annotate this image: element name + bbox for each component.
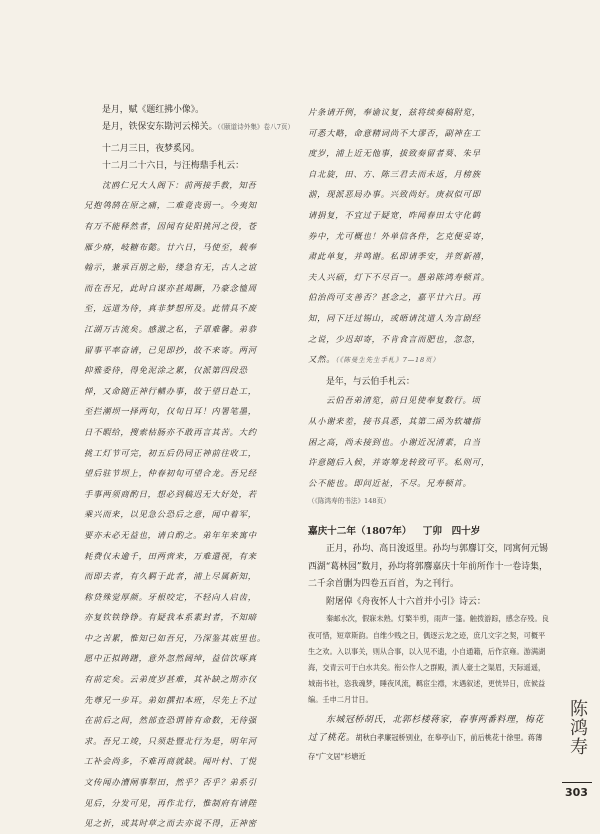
letter-line: 自北旋，田、方、陈三君去而未返，月榜族 — [308, 168, 481, 179]
letter-line: 先尊兄一步耳。弟如撰扣本班，尽先上不过 — [84, 694, 257, 705]
letter-line — [308, 349, 550, 371]
source-citation: （《陈鸿寿的书法》148页） — [308, 497, 390, 506]
letter-line: 望后驻节坝上，仲春初旬可望合龙。吾兄经 — [84, 468, 257, 479]
letter-line: 公不能也。即问近祉，不尽。兄寿顿首。 — [308, 477, 472, 488]
letter-line: 可悉大略，命意精词尚不大谬否，副神在工 — [308, 127, 481, 138]
left-column — [84, 0, 298, 834]
intro-line-1: 是月，赋《题红拂小像》。 — [102, 105, 205, 115]
page-rule — [562, 782, 592, 783]
page-number: 303 — [565, 786, 588, 799]
letter-continuation — [308, 102, 550, 371]
source-citation: （《陈曼生先生手札》7—18页） — [335, 356, 440, 365]
letter-line: 夫人兴硕，灯下不尽百一。愚弟陈鸿寿顿首。 — [308, 271, 490, 282]
letter-block — [84, 175, 298, 834]
section-ganzhi: 丁卯 四十岁 — [422, 526, 481, 538]
letter-2-block — [308, 390, 550, 493]
seal-logo: 陈鸿寿 — [570, 699, 588, 758]
letter-line: 困之高，尚未接到也。小谢近况清素，自当 — [308, 436, 481, 447]
letter-line: 手事两须商酌日，想必到稿迟无大好处，若 — [84, 488, 257, 499]
letter-line: 求。吾兄工竣，只须赴暨北行为是，明年河 — [84, 735, 257, 746]
letter-line: 翰示，兼承百朋之贻，缕急有无，古人之谊 — [84, 262, 257, 273]
year-end-line: 是年，与云伯手札云： — [326, 376, 415, 387]
letter-line: 中之苦累，惟知已如吾兄，乃深鉴其底里也。 — [84, 632, 266, 643]
letter-line: 称贷殊觉厚颜。牙根咬定，不轻向人启齿， — [84, 591, 257, 602]
letter-line: 至拦潮坝一择两旬，仅旬日耳！内署笔墨， — [84, 406, 257, 417]
letter-line: 有万不能释然者，因闻有徒阳挑河之役，苍 — [84, 221, 257, 231]
letter-line: 挑工灯节可完，初五后仍同正神前往收工， — [84, 447, 257, 458]
paragraph-3: 秦邮水次，假寐未熟。灯檠半剪，雨声一篷。触拨游踪，感念存殁。良夜可惜，短章斯韵。自维少贱之日，偶逐云龙之迹，庶几文字之契，可概平生之欢。入以事关，则从合事，以入见不遗，小自通籍，后作京雍。游满湖海，交青云可于白水共矣。衔公作人之群殿，洒人豪士之渠眉，天际遥遥，城南书社，恣我魂梦，睡夜风流，羁宦尘襟，末遇叙述，更恍异日，庶候益编。壬申二月廿日。 — [308, 614, 549, 705]
letter-line: 湔，现派恶局办事。兴致尚好。庚叔似可即 — [308, 189, 481, 200]
intro-line-2 — [84, 119, 298, 136]
letter-line: 许意随后入候，并寄筹龙转致可平。私则可， — [308, 457, 490, 468]
letter-line: 惮，又命随正神行輶办事，故于望日赴工， — [84, 385, 257, 396]
letter-line: 请捐复，不宜过于疑宽，昨闻春田太守化鹤 — [308, 209, 481, 220]
right-column — [308, 0, 550, 766]
paragraph-4 — [308, 712, 550, 767]
letter-line: 至，远道为待，真非梦想所及。此情具不废 — [84, 303, 257, 314]
letter-line: 有前定矣。云弟度岁甚难，其补缺之期亦仅 — [84, 674, 257, 685]
letter-line: 日不暇给，搜索枯肠亦不敢再言其苦。大约 — [84, 426, 257, 437]
letter-line: 雁少瘠，岐糖布懿。廿六日，马使至，载奉 — [84, 241, 257, 252]
date-line-1: 十二月三日，夜梦奚冈。 — [102, 144, 200, 155]
letter-line: 要亦未必无益也，请自酌之。弟年年来寓中 — [84, 529, 257, 540]
paragraph-2: 附屠倬《舟夜怀人十六首并小引》诗云： — [326, 596, 486, 607]
letter-line: 之说，少迟却寄，不肯食言而肥也，忽忽， — [308, 333, 481, 344]
letter-line: 耗费仅未逾千，田两啻来，万难還视，有来 — [84, 550, 257, 561]
letter-line: 在前后之间，然部查恐谓皆有命数，无待强 — [84, 715, 257, 726]
letter-line: 片条请开例，奉谕议复，兹将续奏稿附览， — [308, 107, 481, 117]
letter-closing: 又然。 — [308, 354, 336, 365]
letter-line: 见后，分发可见，再作北行，惟制府有请陛 — [84, 797, 257, 808]
poem-line: 东城冠桥胡氏，北郭杉楼蒋家，春事两番料理，梅花过了桃花。 — [308, 714, 544, 744]
letter-line: 抑雅委待，得免泥涂之累，仅派第四段恐 — [84, 365, 248, 376]
intro-line-2-text: 是月，铁保安东勘河云梯关。 — [102, 121, 218, 132]
letter-line: 江湖万古流矣。感激之私，子罩难馨。弟恭 — [84, 323, 257, 334]
letter-line: 而在吾兄，此时自谋亦甚竭蹶，乃豪念恤周 — [84, 282, 257, 293]
letter-line: 留事平率奋请，已见即抄，故不来寄。两河 — [84, 344, 257, 355]
letter-line: 亦复钦铁铮铮。有疑我本系素封者，不知暗 — [84, 612, 257, 623]
paragraph-1: 正月，孙均、高日浚返里。孙均与郭麐订交，同寓何元锡西湖“葛林园”数月，孙均将郭麐嘉庆十年前所作十一卷诗集，二千余首删为四卷五百首，为之刊行。 — [308, 544, 548, 590]
letter-line: 乘兴而来，以见急公恐后之意，闻中着军， — [84, 509, 257, 520]
letter-line: 兄抱鸰鹄在原之痛，二难竟丧弱一。今夷知 — [84, 200, 257, 211]
letter-line: 券中，尤可概也！外单信各件，乞克便妥寄， — [308, 230, 490, 241]
letter-line: 工补会尚多，不难再商就缺。闻叶村、丁悦 — [84, 756, 257, 767]
letter-line: 见之折，或其时草之而去亦说不得，正神密 — [84, 818, 257, 829]
letter-line: 从小谢来差，接书具悉，其第二函为软墉指 — [308, 416, 481, 427]
letter-line: 愿中正拟踌躇，意外忽然阔绰，益信饮啄真 — [84, 653, 257, 664]
letter-line: 云伯吾弟清览，前日见使奉复数行。顷 — [326, 395, 481, 406]
letter-line: 沈鸥仁兄大人阁下：前两接手教，知吾 — [102, 179, 257, 190]
date-line-2: 十二月二十六日，与汪梅鼎手札云： — [102, 161, 244, 172]
poem-note: 胡秋白孝廉冠桥别业，在皋亭山下，前后桃花十徐里。蒋薄存“广文居”杉塘近 — [308, 733, 543, 761]
letter-line: 度岁，浦上近无他事，拔致奏留者葵、朱早 — [308, 148, 481, 159]
letter-line: 肃此单复，并鸣谢。私即请季安，并贺新禧， — [308, 251, 490, 262]
letter-line: 知，同下迁过锡山，或晤请沈道人为言剧经 — [308, 312, 481, 323]
letter-line: 伯治尚可支善否？甚念之，嘉平廿六日。再 — [308, 292, 481, 303]
section-heading — [308, 523, 550, 537]
source-citation: （《颐道诗外集》卷八7页） — [217, 122, 295, 131]
letter-line: 文传闻办漕闸事犁田，然乎？否乎？弟系引 — [84, 777, 257, 788]
section-year: 嘉庆十二年（1807年） — [308, 526, 412, 538]
letter-line: 而即去者，有久羁于此者，浦上尽属新知， — [84, 571, 257, 582]
